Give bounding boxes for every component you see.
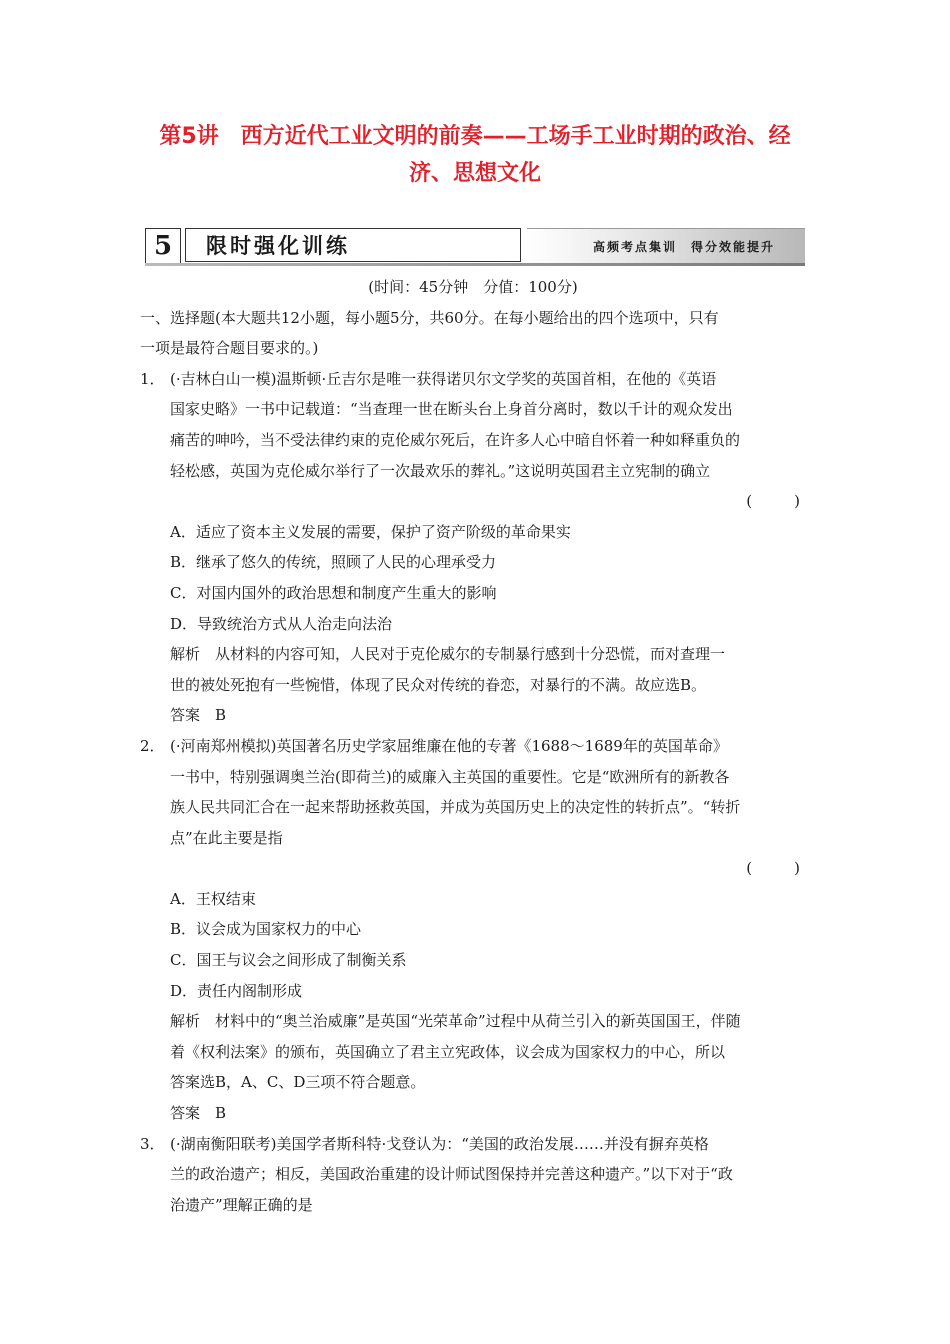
question-1-analysis-line-2: 世的被处死抱有一些惋惜，体现了民众对传统的眷恋，对暴行的不满。故应选B。 bbox=[170, 675, 707, 694]
question-1-text-line-3: 痛苦的呻吟，当不受法律约束的克伦威尔死后，在许多人心中暗自怀着一种如释重负的 bbox=[170, 430, 741, 449]
question-1-text-line-1: (·吉林白山一模)温斯顿·丘吉尔是唯一获得诺贝尔文学奖的英国首相，在他的《英语 bbox=[170, 369, 717, 388]
question-3-number: 3． bbox=[140, 1134, 165, 1153]
banner-tagline: 高频考点集训 得分效能提升 bbox=[592, 240, 775, 254]
question-2-option-b[interactable]: B．议会成为国家权力的中心 bbox=[170, 920, 362, 939]
question-2-option-d[interactable]: D．责任内阁制形成 bbox=[170, 981, 303, 1000]
question-1-text-line-2: 国家史略》一书中记载道：“当查理一世在断头台上身首分离时，数以千计的观众发出 bbox=[170, 400, 733, 419]
exam-content bbox=[140, 272, 806, 1220]
question-3 bbox=[140, 1129, 806, 1221]
question-2-text-line-1: (·河南郑州模拟)英国著名历史学家屈维廉在他的专著《1688～1689年的英国革命》 bbox=[170, 736, 728, 755]
question-2-text-line-2: 一书中，特别强调奥兰治(即荷兰)的威廉入主英国的重要性。它是“欧洲所有的新教各 bbox=[170, 767, 730, 786]
question-3-stem-line bbox=[140, 1129, 806, 1160]
question-2-answer: 答案 B bbox=[170, 1104, 227, 1123]
banner-underline bbox=[145, 263, 805, 266]
question-2-analysis-line-1: 解析 材料中的“奥兰治威廉”是英国“光荣革命”过程中从荷兰引入的新英国国王，伴随 bbox=[170, 1012, 741, 1031]
question-2-stem-line bbox=[140, 731, 806, 762]
question-1-stem-line bbox=[140, 364, 806, 395]
question-1-text-line-4: 轻松感，英国为克伦威尔举行了一次最欢乐的葬礼。”这说明英国君主立宪制的确立 bbox=[170, 461, 711, 480]
question-1-analysis-line-1: 解析 从材料的内容可知，人民对于克伦威尔的专制暴行感到十分恐慌，而对查理一 bbox=[170, 645, 726, 664]
question-2-number: 2． bbox=[140, 736, 165, 755]
banner-number: 5 bbox=[145, 228, 181, 264]
question-2-text-line-4: 点”在此主要是指 bbox=[170, 828, 283, 847]
question-1-answer: 答案 B bbox=[170, 706, 227, 725]
question-2-answer-blank: ( ) bbox=[746, 859, 804, 878]
section-header-line-1: 一、选择题(本大题共12小题，每小题5分，共60分。在每小题给出的四个选项中，只有 bbox=[140, 308, 719, 327]
question-2 bbox=[140, 731, 806, 1129]
question-1-option-a[interactable]: A．适应了资本主义发展的需要，保护了资产阶级的革命果实 bbox=[170, 522, 571, 541]
question-3-text-line-2: 兰的政治遗产；相反，美国政治重建的设计师试图保持并完善这种遗产。”以下对于“政 bbox=[170, 1165, 733, 1184]
title-line-1: 第5讲 西方近代工业文明的前奏——工场手工业时期的政治、经 bbox=[159, 124, 791, 149]
question-1-answer-blank: ( ) bbox=[746, 492, 804, 511]
title-line-2: 济、思想文化 bbox=[408, 161, 541, 186]
question-2-analysis-line-3: 答案选B，A、C、D三项不符合题意。 bbox=[170, 1073, 426, 1092]
section-header-line-2: 一项是最符合题目要求的。) bbox=[140, 339, 319, 358]
banner-label: 限时强化训练 bbox=[185, 228, 521, 262]
question-2-option-a[interactable]: A．王权结束 bbox=[170, 889, 256, 908]
exam-meta: (时间：45分钟 分值：100分) bbox=[368, 278, 578, 296]
question-3-text-line-1: (·湖南衡阳联考)美国学者斯科特·戈登认为：“美国的政治发展……并没有摒弃英格 bbox=[170, 1134, 709, 1153]
question-1-number: 1． bbox=[140, 369, 165, 388]
question-2-text-line-3: 族人民共同汇合在一起来帮助拯救英国，并成为英国历史上的决定性的转折点”。“转折 bbox=[170, 798, 741, 817]
question-1-option-d[interactable]: D．导致统治方式从人治走向法治 bbox=[170, 614, 393, 633]
question-2-analysis-line-2: 着《权利法案》的颁布，英国确立了君主立宪政体，议会成为国家权力的中心，所以 bbox=[170, 1042, 726, 1061]
question-1-option-b[interactable]: B．继承了悠久的传统，照顾了人民的心理承受力 bbox=[170, 553, 497, 572]
question-1-option-c[interactable]: C．对国内国外的政治思想和制度产生重大的影响 bbox=[170, 583, 497, 602]
page-title bbox=[140, 118, 810, 192]
question-3-text-line-3: 治遗产”理解正确的是 bbox=[170, 1195, 313, 1214]
question-2-option-c[interactable]: C．国王与议会之间形成了制衡关系 bbox=[170, 951, 407, 970]
question-1 bbox=[140, 364, 806, 731]
section-banner bbox=[145, 228, 805, 264]
banner-gradient-bar bbox=[527, 228, 805, 264]
